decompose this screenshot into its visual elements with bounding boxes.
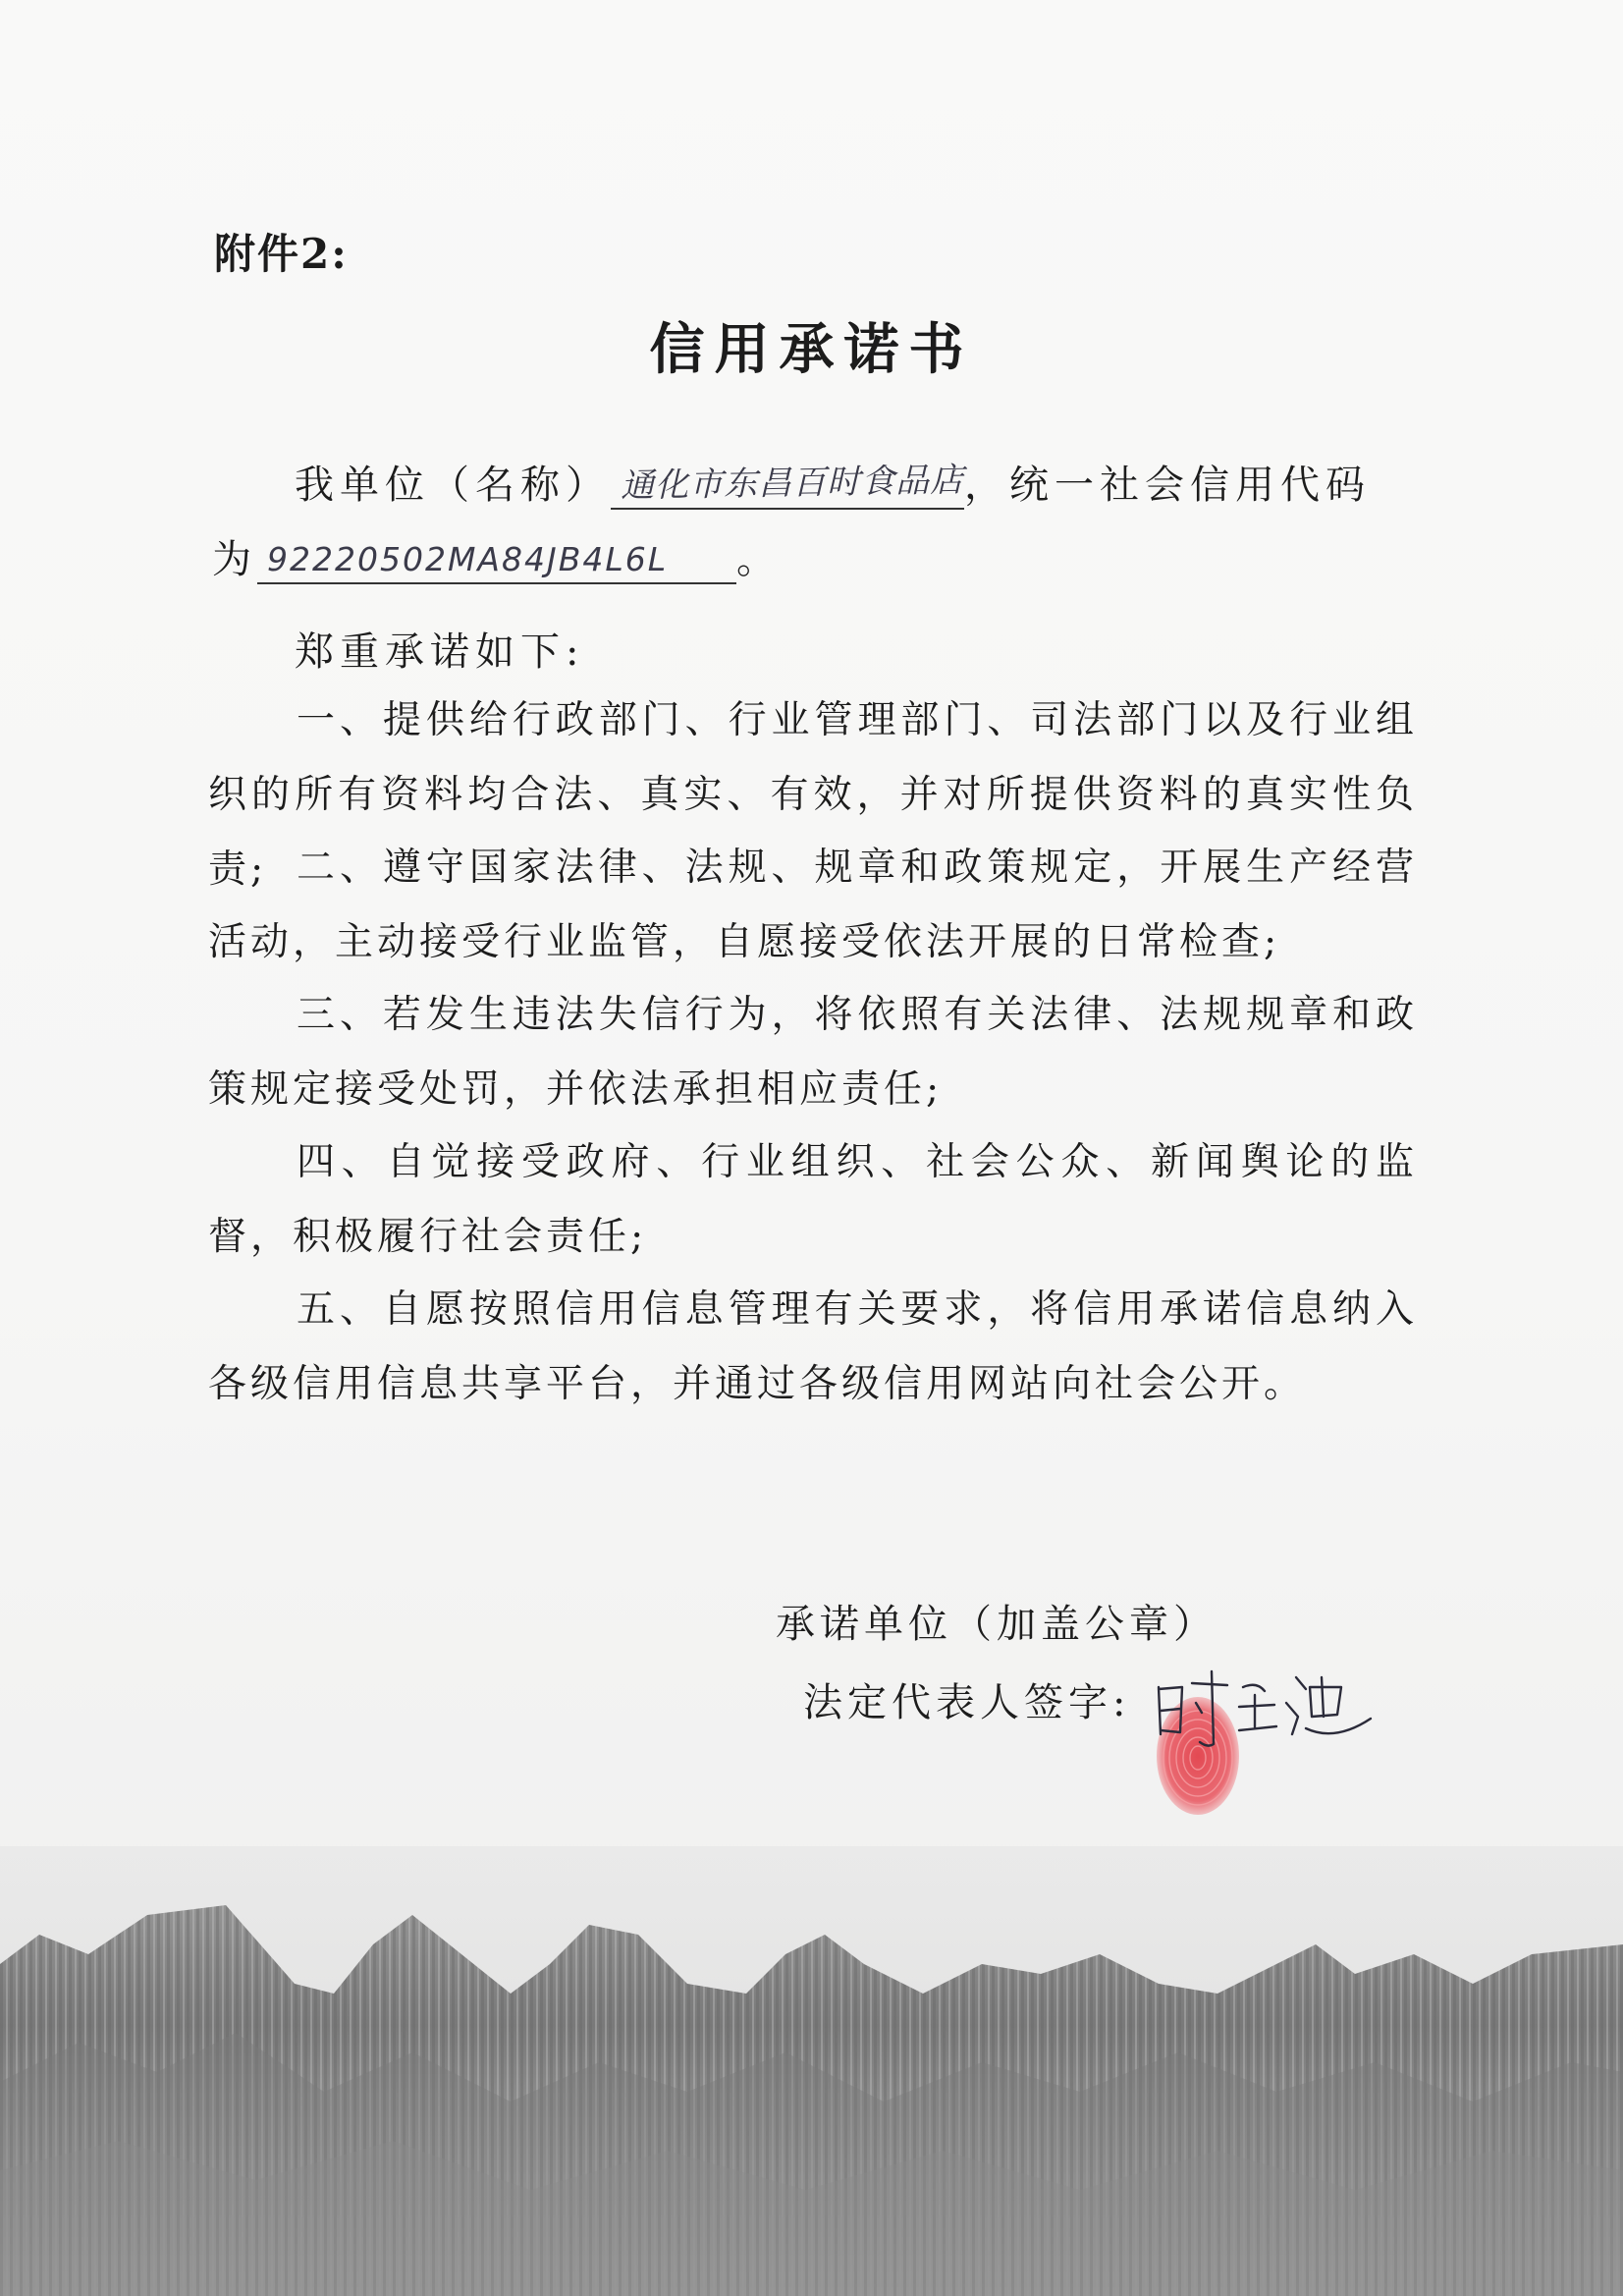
document-title: 信用承诺书: [649, 317, 974, 382]
committing-unit-label: 承诺单位（加盖公章）: [776, 1602, 1217, 1647]
promise-item-2: 二、遵守国家法律、法规、规章和政策规定，开展生产经营活动，主动接受行业监管，自愿接受依法开展的日常检查;: [208, 846, 1418, 964]
credit-code-blank: [257, 537, 736, 584]
credit-code-handwritten: 92220502MA84JB4L6L: [267, 540, 669, 578]
promise-item-1: 一、提供给行政部门、行业管理部门、司法部门以及行业组织的所有资料均合法、真实、有效，并对所提供资料的真实性负责;: [208, 698, 1418, 892]
credit-code-prefix: 为: [212, 537, 257, 582]
credit-code-suffix: 。: [736, 537, 782, 582]
legal-rep-label: 法定代表人签字:: [803, 1680, 1131, 1725]
legal-rep-signature: [1149, 1658, 1375, 1766]
unit-name-line: [295, 454, 1371, 510]
unit-name-handwritten: 通化市东昌百时食品店: [620, 460, 965, 507]
promise-item-3: 三、若发生违法失信行为，将依照有关法律、法规规章和政策规定接受处罚，并依法承担相应责任;: [208, 993, 1418, 1112]
annex-label: 附件2:: [214, 230, 349, 278]
unit-name-prefix: 我单位（名称）: [295, 463, 611, 508]
promise-item-5: 五、自愿按照信用信息管理有关要求，将信用承诺信息纳入各级信用信息共享平台，并通过各级信用网站向社会公开。: [208, 1287, 1418, 1406]
promise-item-4: 四、自觉接受政府、行业组织、社会公众、新闻舆论的监督，积极履行社会责任;: [208, 1140, 1418, 1259]
mountain-watermark: [0, 1846, 1623, 2296]
solemn-promise: 郑重承诺如下:: [295, 629, 585, 675]
unit-name-blank: [611, 460, 965, 510]
credit-code-line: [212, 528, 782, 584]
unit-name-suffix: ，统一社会信用代码: [964, 463, 1371, 508]
